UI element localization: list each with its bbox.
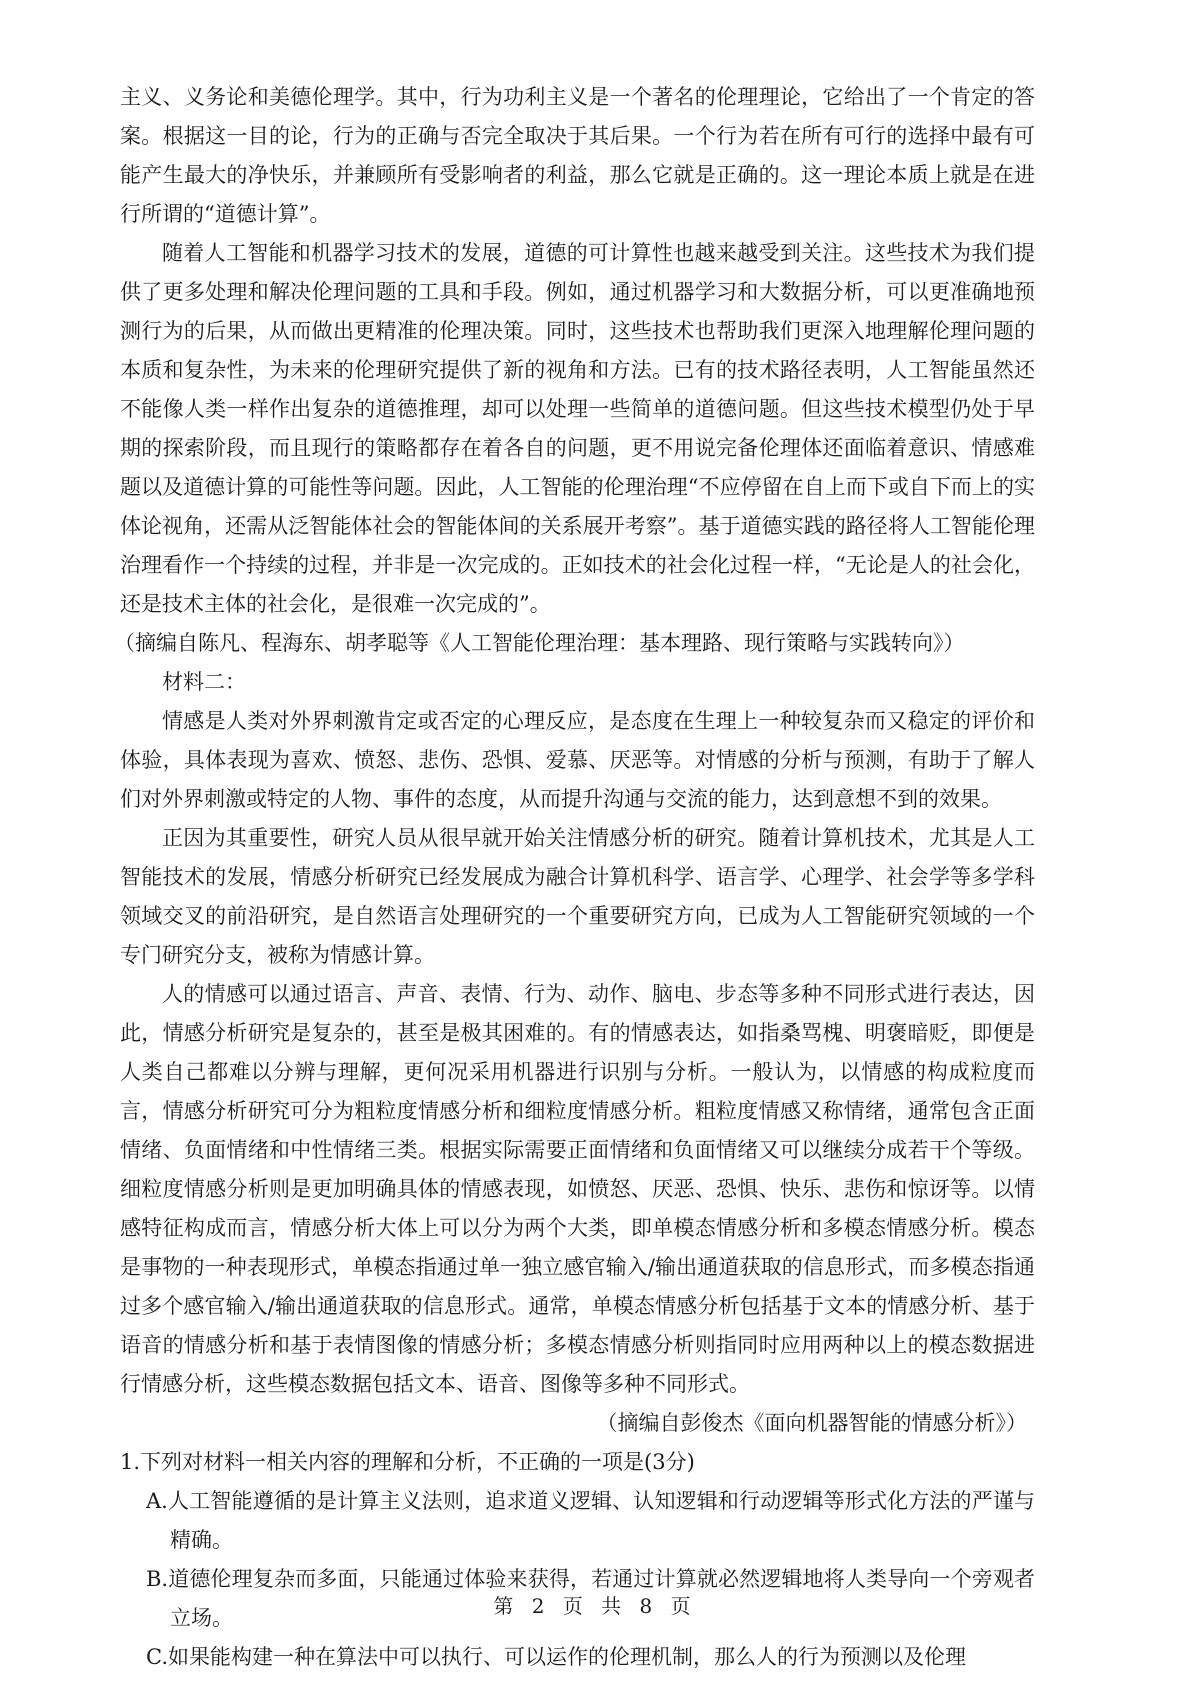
question-1-stem: 1.下列对材料一相关内容的理解和分析，不正确的一项是(3分) (120, 1450, 695, 1474)
paragraph-ethics-theories: 主义、义务论和美德伦理学。其中，行为功利主义是一个著名的伦理理论，它给出了一个肯定的答案。根据这一目的论，行为的正确与否完全取决于其后果。一个行为若在所有可行的选择中最有可能产生最大的净快乐，并兼顾所有受影响者的利益，那么它就是正确的。这一理论本质上就是在进行所谓的“道德计算”。 (120, 85, 1035, 226)
paragraph-emotion-research: 正因为其重要性，研究人员从很早就开始关注情感分析的研究。随着计算机技术，尤其是人工智能技术的发展，情感分析研究已经发展成为融合计算机科学、语言学、心理学、社会学等多学科领域交叉的前沿研究，是自然语言处理研究的一个重要研究方向，已成为人工智能研究领域的一个专门研究分支，被称为情感计算。 (120, 826, 1035, 967)
source-citation-2: （摘编自彭俊杰《面向机器智能的情感分析》） (596, 1411, 1027, 1435)
page-number-footer: 第 2 页 共 8 页 (493, 1594, 697, 1618)
paragraph-ai-moral-computation: 随着人工智能和机器学习技术的发展，道德的可计算性也越来越受到关注。这些技术为我们提供了更多处理和解决伦理问题的工具和手段。例如，通过机器学习和大数据分析，可以更准确地预测行为的后果，从而做出更精准的伦理决策。同时，这些技术也帮助我们更深入地理解伦理问题的本质和复杂性，为未来的伦理研究提供了新的视角和方法。已有的技术路径表明，人工智能虽然还不能像人类一样作出复杂的道德推理，却可以处理一些简单的道德问题。但这些技术模型仍处于早期的探索阶段，而且现行的策略都存在着各自的问题，更不用说完备伦理体还面临着意识、情感难题以及道德计算的可能性等问题。因此，人工智能的伦理治理“不应停留在自上而下或自下而上的实体论视角，还需从泛智能体社会的智能体间的关系展开考察”。基于道德实践的路径将人工智能伦理治理看作一个持续的过程，并非是一次完成的。正如技术的社会化过程一样，“无论是人的社会化，还是技术主体的社会化，是很难一次完成的”。 (120, 241, 1035, 616)
question-1-option-a: A.人工智能遵循的是计算主义法则，追求道义逻辑、认知逻辑和行动逻辑等形式化方法的严谨与精确。 (146, 1489, 1035, 1552)
source-citation-1: （摘编自陈凡、程海东、胡孝聪等《人工智能伦理治理：基本理路、现行策略与实践转向》） (114, 631, 965, 655)
paragraph-emotion-definition: 情感是人类对外界刺激肯定或否定的心理反应，是态度在生理上一种较复杂而又稳定的评价和体验，具体表现为喜欢、愤怒、悲伤、恐惧、爱慕、厌恶等。对情感的分析与预测，有助于了解人们对外界刺激或特定的人物、事件的态度，从而提升沟通与交流的能力，达到意想不到的效果。 (120, 709, 1035, 811)
question-1-option-b: B.道德伦理复杂而多面，只能通过体验来获得，若通过计算就必然逻辑地将人类导向一个旁观者立场。 (146, 1567, 1035, 1630)
material-2-heading: 材料二： (162, 670, 246, 694)
page-content (114, 78, 1035, 1677)
paragraph-emotion-analysis-types: 人的情感可以通过语言、声音、表情、行为、动作、脑电、步态等多种不同形式进行表达，因此，情感分析研究是复杂的，甚至是极其困难的。有的情感表达，如指桑骂槐、明褒暗贬，即便是人类自己都难以分辨与理解，更何况采用机器进行识别与分析。一般认为，以情感的构成粒度而言，情感分析研究可分为粗粒度情感分析和细粒度情感分析。粗粒度情感又称情绪，通常包含正面情绪、负面情绪和中性情绪三类。根据实际需要正面情绪和负面情绪又可以继续分成若干个等级。细粒度情感分析则是更加明确具体的情感表现，如愤怒、厌恶、恐惧、快乐、悲伤和惊讶等。以情感特征构成而言，情感分析大体上可以分为两个大类，即单模态情感分析和多模态情感分析。模态是事物的一种表现形式，单模态指通过单一独立感官输入/输出通道获取的信息形式，而多模态指通过多个感官输入/输出通道获取的信息形式。通常，单模态情感分析包括基于文本的情感分析、基于语音的情感分析和基于表情图像的情感分析；多模态情感分析则指同时应用两种以上的模态数据进行情感分析，这些模态数据包括文本、语音、图像等多种不同形式。 (120, 982, 1035, 1396)
question-1-option-c: C.如果能构建一种在算法中可以执行、可以运作的伦理机制，那么人的行为预测以及伦理 (146, 1645, 966, 1669)
